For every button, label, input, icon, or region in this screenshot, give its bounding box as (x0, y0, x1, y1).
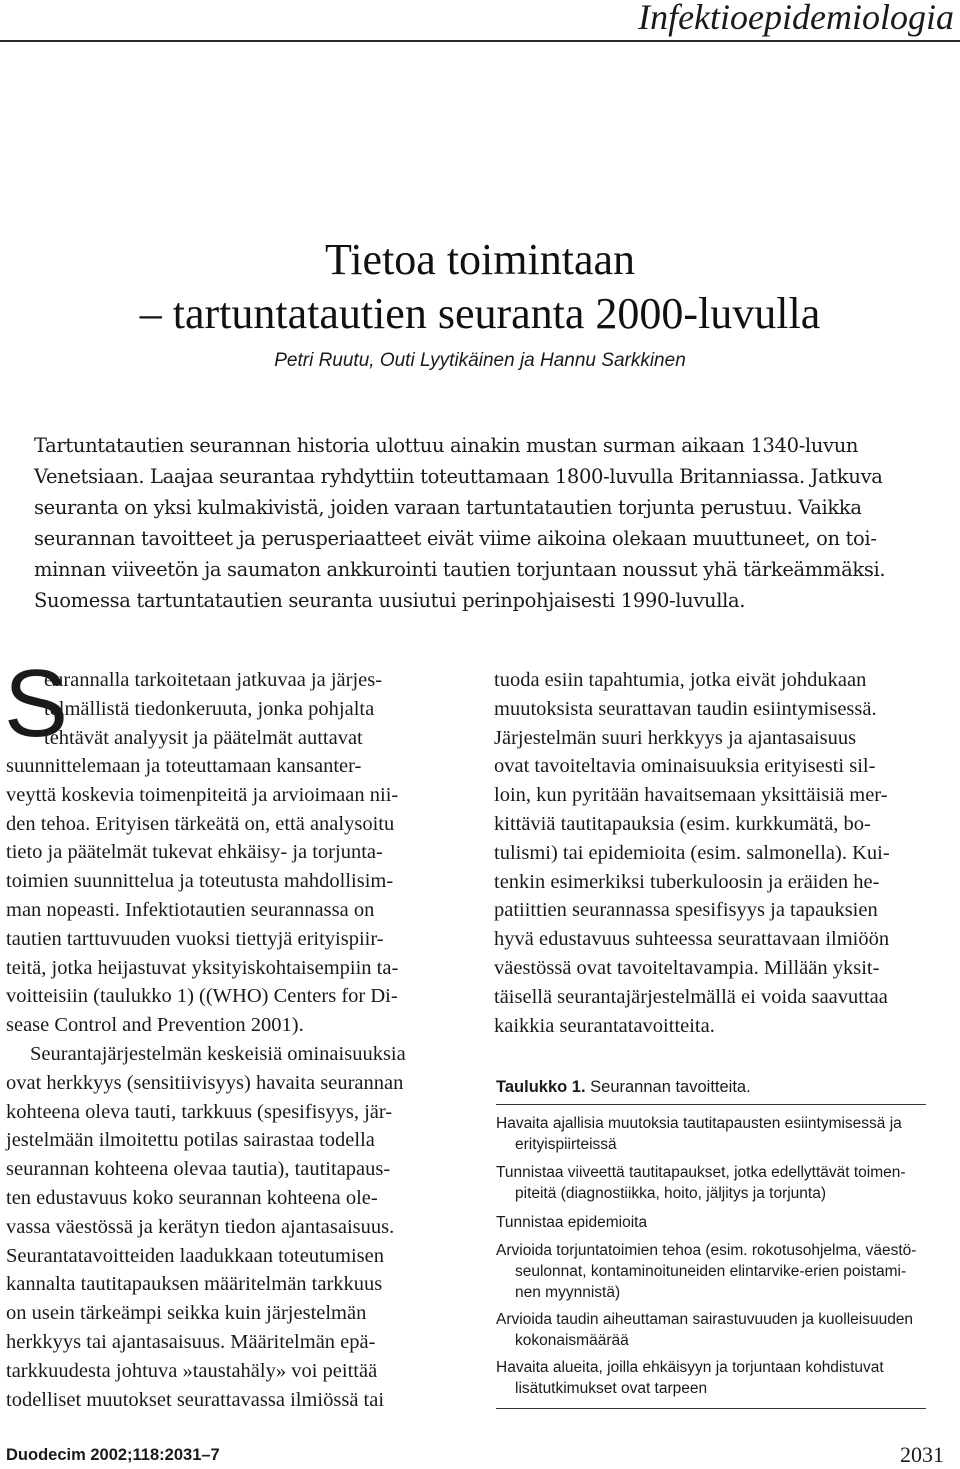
table-item-text: Tunnistaa viiveettä tautitapaukset, jotka edellyttävät toimen- (496, 1164, 906, 1181)
body-line: tautien tarttuvuuden vuoksi tiettyjä erityispiir- (6, 927, 384, 950)
article-title-line-2: – tartuntatautien seuranta 2000-luvulla (139, 289, 821, 338)
body-line: täisellä seurantajärjestelmällä ei voida saavuttaa (494, 985, 888, 1008)
drop-cap: S (4, 650, 69, 757)
header-rule (0, 40, 960, 42)
body-line: todelliset muutokset seurattavassa ilmiössä tai (6, 1388, 385, 1411)
body-line: eurannalla tarkoitetaan jatkuvaa ja järjes- (44, 669, 383, 691)
body-line: sease Control and Prevention 2001). (6, 1014, 304, 1037)
table-item (496, 1357, 936, 1399)
body-line: herkkyys tai ajantasaisuus. Määritelmän epä- (6, 1330, 376, 1353)
table-item-text: nen myynnistä) (515, 1284, 621, 1301)
left-column (6, 752, 406, 1414)
table-item-text: Havaita alueita, joilla ehkäisyyn ja torjuntaan kohdistuvat (496, 1359, 884, 1376)
body-line: tulismi) tai epidemioita (esim. salmonella). Kui- (494, 841, 890, 864)
lead-line: minnan viiveetön ja saumaton ankkurointi tautien torjuntaan noussut yhä tärkeämmäksi. (34, 558, 886, 581)
body-line: ovat tavoiteltavia ominaisuuksia erityisesti sil- (494, 755, 876, 778)
body-line: jestelmään ilmoitettu potilas sairastaa todella (6, 1129, 375, 1152)
table-rule (496, 1408, 926, 1409)
article-title-line-1: Tietoa toimintaan (324, 235, 636, 284)
body-line: vassa väestössä ja kerätyn tiedon ajantasaisuus. (6, 1215, 395, 1238)
left-column-dropcap-lines (44, 666, 382, 752)
table-item-text: piteitä (diagnostiikka, hoito, jäljitys ja torjunta) (515, 1185, 827, 1202)
body-line: kaikkia seurantatavoitteita. (494, 1014, 715, 1037)
body-line: tarkkuudesta johtuva »taustahäly» voi peittää (6, 1359, 378, 1382)
table-item-text: lisätutkimukset ovat tarpeen (515, 1380, 708, 1397)
body-line: ten edustavuus koko seurannan kohteena ole- (6, 1186, 378, 1209)
body-line: teitä, jotka heijastuvat yksityiskohtaisempiin ta- (6, 956, 399, 979)
table-item-text: kokonaismäärää (515, 1332, 629, 1349)
body-line: ovat herkkyys (sensitiivisyys) havaita seurannan (6, 1071, 404, 1094)
body-line: kittäviä tautitapauksia (esim. kurkkumätä, bo- (494, 812, 871, 835)
table-item (496, 1212, 936, 1233)
body-line: telmällistä tiedonkeruuta, jonka pohjalta (44, 697, 375, 720)
section-header (0, 0, 960, 40)
body-line: kannalta tautitapauksen määritelmän tarkkuus (6, 1273, 383, 1296)
table-label: Taulukko 1. (496, 1078, 586, 1096)
right-column (494, 666, 890, 1040)
table-rule (496, 1104, 926, 1105)
page-number: 2031 (900, 1442, 944, 1467)
body-line: loin, kun pyritään havaitsemaan yksittäisiä mer- (494, 784, 888, 807)
table-caption-text: Seurannan tavoitteita. (590, 1078, 751, 1096)
table-item (496, 1240, 936, 1303)
body-line: voitteisiin (taulukko 1) ((WHO) Centers for Di- (6, 985, 398, 1008)
body-line: Järjestelmän suuri herkkyys ja ajantasaisuus (494, 726, 857, 749)
table-item-text: erityispiirteissä (515, 1136, 617, 1153)
table-item (496, 1162, 936, 1204)
journal-citation: Duodecim 2002;118:2031–7 (6, 1446, 220, 1464)
body-line: tenkin esimerkiksi tuberkuloosin ja eräiden he- (494, 870, 880, 893)
body-line: veyttä koskevia toimenpiteitä ja arvioimaan nii- (6, 783, 399, 806)
body-line: tuoda esiin tapahtumia, jotka eivät johdukaan (494, 669, 867, 691)
body-line: tehtävät analyysit ja päätelmät auttavat (44, 726, 363, 749)
lead-line: seurannan tavoitteet ja perusperiaatteet eivät viime aikoina olekaan muuttuneet, on toi- (34, 527, 877, 550)
table-item-text: Arvioida torjuntatoimien tehoa (esim. rokotusohjelma, väestö- (496, 1242, 917, 1259)
body-line: väestössä ovat tavoiteltavampia. Millään yksit- (494, 956, 880, 979)
body-line: tieto ja päätelmät tukevat ehkäisy- ja torjunta- (6, 841, 383, 864)
table-item-text: Havaita ajallisia muutoksia tautitapausten esiintymisessä ja (496, 1115, 902, 1132)
body-line: man nopeasti. Infektiotautien seurannassa on (6, 898, 375, 921)
body-line: Seurantatavoitteiden laadukkaan toteutumisen (6, 1244, 384, 1267)
table-caption (496, 1078, 751, 1097)
table-item-text: Arvioida taudin aiheuttaman sairastuvuuden ja kuolleisuuden (496, 1311, 914, 1328)
body-line: patiittien seurannassa spesifisyys ja tapauksien (494, 899, 878, 922)
body-line: den tehoa. Erityisen tärkeätä on, että analysoitu (6, 812, 395, 835)
body-line: hyvä edustavuus suhteessa seurattavaan ilmiöön (494, 928, 890, 951)
body-line: muutoksista seurattavan taudin esiintymisessä. (494, 697, 877, 720)
body-line: Seurantajärjestelmän keskeisiä ominaisuuksia (30, 1042, 406, 1065)
lead-line: seuranta on yksi kulmakivistä, joiden varaan tartuntatautien torjunta perustuu. Vaikka (34, 496, 862, 519)
lead-line: Suomessa tartuntatautien seuranta uusiutui perinpohjaisesti 1990-luvulla. (34, 589, 746, 612)
body-line: kohteena oleva tauti, tarkkuus (spesifisyys, jär- (6, 1100, 393, 1123)
lead-line: Venetsiaan. Laajaa seurantaa ryhdyttiin toteuttamaan 1800-luvulla Britanniassa. Jatkuva (34, 465, 883, 488)
section-tag: Infektioepidemiologia (638, 0, 954, 37)
body-line: on usein tärkeämpi seikka kuin järjestelmän (6, 1302, 367, 1325)
body-line: toimien suunnittelua ja toteutusta mahdollisim- (6, 870, 394, 893)
table-item-text: Tunnistaa epidemioita (496, 1214, 648, 1231)
table-item-text: seulonnat, kontaminoituneiden elintarvike-erien poistami- (515, 1263, 907, 1280)
body-line: suunnittelemaan ja toteuttamaan kansanter- (6, 755, 362, 777)
lead-line: Tartuntatautien seurannan historia ulottuu ainakin mustan surman aikaan 1340-luvun (34, 434, 859, 457)
table-item (496, 1309, 936, 1351)
body-line: seurannan kohteena olevaa tautia), tautitapaus- (6, 1158, 391, 1181)
table-item (496, 1113, 936, 1155)
article-authors: Petri Ruutu, Outi Lyytikäinen ja Hannu Sarkkinen (274, 350, 686, 371)
